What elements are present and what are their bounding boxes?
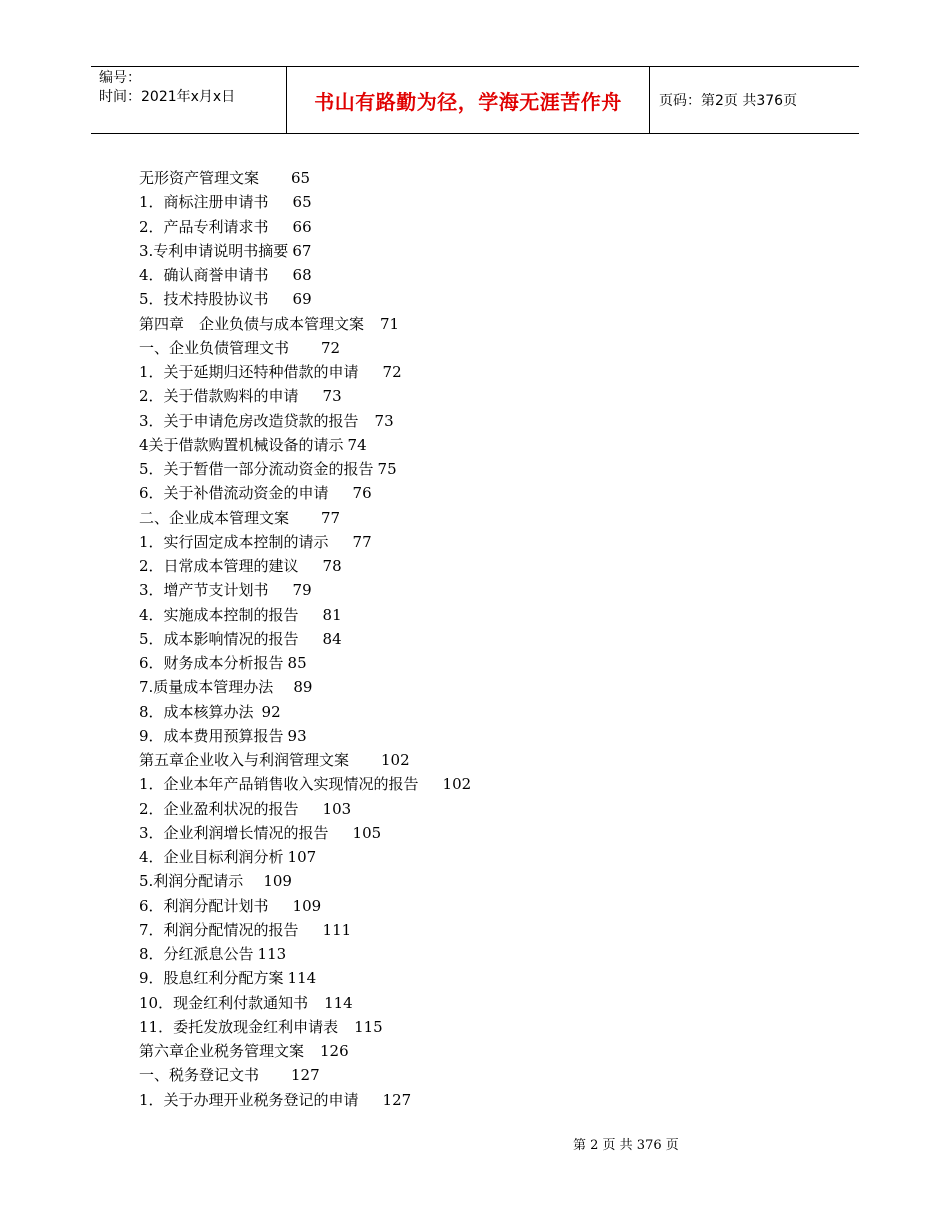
toc-entry[interactable] — [139, 894, 471, 918]
toc-entry-page: 78 — [322, 557, 342, 575]
toc-entry-title: 11．委托发放现金红利申请表 — [139, 1017, 339, 1036]
toc-entry-title: 3.专利申请说明书摘要 — [139, 241, 289, 260]
toc-entry[interactable] — [139, 797, 471, 821]
toc-entry[interactable] — [139, 651, 471, 675]
toc-entry-page: 115 — [354, 1017, 383, 1036]
toc-entry-page: 76 — [352, 484, 372, 503]
toc-entry-title: 5．技术持股协议书 — [139, 290, 269, 309]
toc-entry-page: 92 — [261, 702, 281, 721]
toc-entry[interactable] — [139, 578, 471, 602]
toc-entry-title: 3．关于申请危房改造贷款的报告 — [139, 411, 359, 430]
toc-entry[interactable] — [139, 603, 471, 627]
toc-entry-page: 107 — [287, 848, 317, 866]
toc-entry[interactable] — [139, 360, 471, 384]
toc-entry-page: 127 — [291, 1066, 320, 1085]
toc-entry-page: 113 — [257, 945, 287, 963]
document-header — [91, 66, 859, 134]
header-page-info: 页码：第2页 共376页 — [659, 93, 798, 109]
toc-entry[interactable] — [139, 481, 471, 505]
toc-entry-page: 71 — [380, 314, 400, 333]
toc-entry-page: 73 — [374, 411, 394, 430]
toc-entry-page: 72 — [382, 363, 402, 381]
toc-entry-title: 2．日常成本管理的建议 — [139, 557, 299, 575]
toc-entry-page: 109 — [292, 896, 322, 915]
toc-entry-title: 无形资产管理文案 — [139, 169, 260, 187]
toc-entry[interactable] — [139, 312, 471, 336]
toc-entry[interactable] — [139, 506, 471, 530]
toc-entry[interactable] — [139, 457, 471, 481]
toc-entry[interactable] — [139, 966, 471, 990]
toc-entry-title: 7．利润分配情况的报告 — [139, 920, 299, 939]
toc-entry-page: 89 — [293, 678, 313, 697]
toc-entry-title: 一、税务登记文书 — [139, 1066, 260, 1085]
toc-entry-page: 81 — [322, 605, 342, 624]
toc-entry-page: 68 — [292, 266, 312, 284]
toc-entry-page: 126 — [320, 1042, 349, 1060]
toc-entry[interactable] — [139, 409, 471, 433]
header-motto-cell — [287, 67, 650, 133]
toc-entry-title: 第四章 企业负债与成本管理文案 — [139, 314, 365, 333]
toc-entry-title: 2．企业盈利状况的报告 — [139, 799, 299, 818]
toc-entry-title: 1．关于办理开业税务登记的申请 — [139, 1090, 359, 1109]
toc-entry-page: 72 — [321, 338, 341, 357]
toc-entry[interactable] — [139, 724, 471, 748]
toc-entry[interactable] — [139, 1088, 471, 1112]
toc-entry-title: 二、企业成本管理文案 — [139, 508, 290, 527]
toc-entry-title: 第六章企业税务管理文案 — [139, 1042, 305, 1060]
toc-entry-title: 4关于借款购置机械设备的请示 — [139, 435, 344, 454]
toc-entry[interactable] — [139, 215, 471, 239]
toc-entry-title: 5．关于暂借一部分流动资金的报告 — [139, 460, 374, 478]
toc-entry-page: 75 — [377, 460, 397, 478]
toc-entry-title: 一、企业负债管理文书 — [139, 338, 290, 357]
toc-entry-title: 7.质量成本管理办法 — [139, 678, 274, 697]
table-of-contents — [139, 166, 471, 1112]
toc-entry[interactable] — [139, 675, 471, 699]
toc-entry[interactable] — [139, 821, 471, 845]
toc-entry[interactable] — [139, 1039, 471, 1063]
toc-entry-page: 77 — [321, 508, 341, 527]
toc-entry[interactable] — [139, 166, 471, 190]
toc-entry-page: 114 — [287, 969, 317, 988]
toc-entry-page: 73 — [322, 387, 342, 406]
toc-entry-title: 8．分红派息公告 — [139, 945, 254, 963]
toc-entry-title: 5．成本影响情况的报告 — [139, 629, 299, 648]
toc-entry-title: 4．确认商誉申请书 — [139, 266, 269, 284]
toc-entry[interactable] — [139, 991, 471, 1015]
header-page-cell — [650, 67, 859, 133]
toc-entry-page: 102 — [442, 775, 472, 794]
toc-entry-title: 6．财务成本分析报告 — [139, 654, 284, 672]
toc-entry-title: 1．商标注册申请书 — [139, 193, 269, 212]
toc-entry[interactable] — [139, 700, 471, 724]
toc-entry[interactable] — [139, 918, 471, 942]
toc-entry-page: 84 — [322, 629, 342, 648]
toc-entry[interactable] — [139, 336, 471, 360]
toc-entry-page: 109 — [263, 872, 292, 891]
header-motto: 书山有路勤为径，学海无涯苦作舟 — [314, 89, 622, 114]
toc-entry-page: 105 — [352, 823, 382, 842]
toc-entry[interactable] — [139, 627, 471, 651]
toc-entry-page: 67 — [292, 241, 312, 260]
document-date: 时间：2021年x月x日 — [99, 89, 236, 105]
toc-entry-page: 77 — [352, 532, 372, 551]
toc-entry-page: 85 — [287, 654, 307, 672]
toc-entry[interactable] — [139, 384, 471, 408]
toc-entry-title: 8．成本核算办法 — [139, 702, 254, 721]
toc-entry[interactable] — [139, 239, 471, 263]
toc-entry-title: 第五章企业收入与利润管理文案 — [139, 751, 350, 769]
toc-entry-page: 65 — [291, 169, 311, 187]
toc-entry[interactable] — [139, 772, 471, 796]
toc-entry-page: 93 — [287, 726, 307, 745]
toc-entry-title: 9．股息红利分配方案 — [139, 969, 284, 988]
toc-entry[interactable] — [139, 942, 471, 966]
toc-entry-page: 102 — [381, 751, 410, 769]
toc-entry-title: 3．企业利润增长情况的报告 — [139, 823, 329, 842]
toc-entry[interactable] — [139, 869, 471, 893]
toc-entry-title: 9．成本费用预算报告 — [139, 726, 284, 745]
toc-entry[interactable] — [139, 1015, 471, 1039]
toc-entry-title: 2．关于借款购料的申请 — [139, 387, 299, 406]
toc-entry-title: 6．关于补借流动资金的申请 — [139, 484, 329, 503]
toc-entry-title: 2．产品专利请求书 — [139, 217, 269, 236]
toc-entry[interactable] — [139, 433, 471, 457]
toc-entry[interactable] — [139, 845, 471, 869]
toc-entry-title: 1．企业本年产品销售收入实现情况的报告 — [139, 775, 419, 794]
toc-entry-page: 66 — [292, 217, 312, 236]
toc-entry[interactable] — [139, 263, 471, 287]
toc-entry-title: 5.利润分配请示 — [139, 872, 244, 891]
toc-entry-title: 1．关于延期归还特种借款的申请 — [139, 363, 359, 381]
toc-entry[interactable] — [139, 287, 471, 311]
header-info-cell — [91, 67, 287, 133]
toc-entry-page: 114 — [324, 993, 353, 1012]
toc-entry[interactable] — [139, 554, 471, 578]
toc-entry-page: 65 — [292, 193, 312, 212]
toc-entry[interactable] — [139, 190, 471, 214]
toc-entry[interactable] — [139, 1063, 471, 1087]
toc-entry-page: 127 — [382, 1090, 412, 1109]
toc-entry-title: 1．实行固定成本控制的请示 — [139, 532, 329, 551]
toc-entry-page: 74 — [347, 435, 367, 454]
page-footer: 第 2 页 共 376 页 — [573, 1138, 679, 1153]
toc-entry-title: 6．利润分配计划书 — [139, 896, 269, 915]
toc-entry-page: 111 — [322, 920, 352, 939]
toc-entry-title: 3．增产节支计划书 — [139, 581, 269, 600]
toc-entry[interactable] — [139, 530, 471, 554]
toc-entry-page: 103 — [322, 799, 352, 818]
document-number-label: 编号： — [99, 70, 141, 86]
toc-entry-page: 69 — [292, 290, 312, 309]
toc-entry-title: 10．现金红利付款通知书 — [139, 993, 309, 1012]
toc-entry-title: 4．实施成本控制的报告 — [139, 605, 299, 624]
toc-entry-title: 4．企业目标利润分析 — [139, 848, 284, 866]
toc-entry-page: 79 — [292, 581, 312, 600]
toc-entry[interactable] — [139, 748, 471, 772]
